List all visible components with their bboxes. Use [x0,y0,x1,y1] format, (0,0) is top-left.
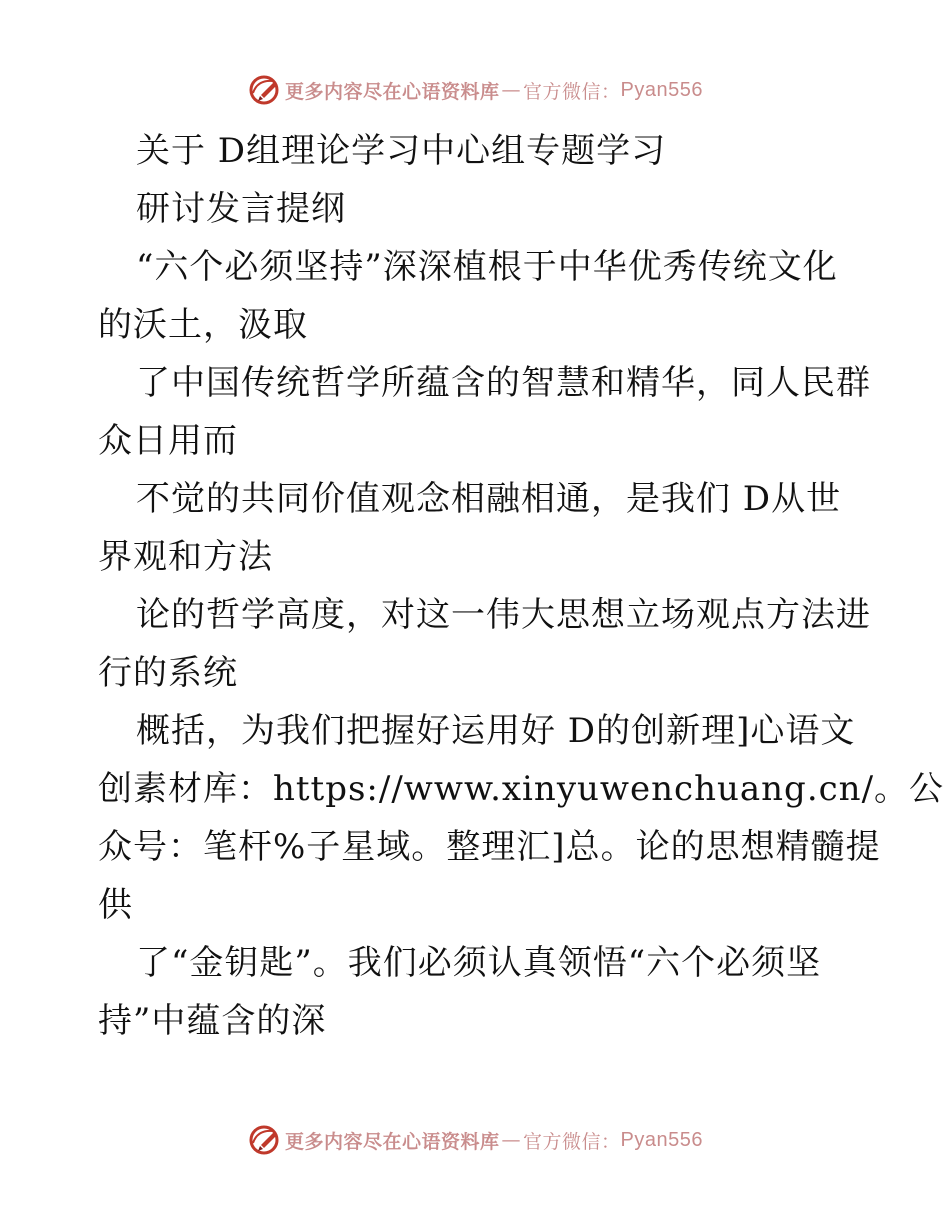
paragraph-line: 持”中蕴含的深 [98,1001,327,1041]
footer-banner-wechat-label: 官方微信： [523,1130,621,1153]
paragraph-line: 界观和方法 [98,537,273,577]
footer-banner-main: 更多内容尽在心语资料库 [285,1130,500,1153]
paragraph-line: 众日用而 [98,421,238,461]
paragraph-line: 供 [98,885,133,925]
header-banner-text [285,77,703,104]
paragraph-line: 不觉的共同价值观念相融相通，是我们 D从世 [136,479,842,519]
document-title-line-2: 研讨发言提纲 [136,189,346,229]
header-banner [0,70,950,110]
header-banner-dash: — [501,79,522,101]
pen-circle-logo-icon [247,73,281,107]
paragraph-line: 创素材库：https://www.xinyuwenchuang.cn/。公 [98,769,945,809]
paragraph-line: 行的系统 [98,653,238,693]
footer-banner [0,1120,950,1160]
paragraph-line: 论的哲学高度，对这一伟大思想立场观点方法进 [136,595,871,635]
paragraph-line: 了“金钥匙”。我们必须认真领悟“六个必须坚 [136,943,822,983]
paragraph-line: “六个必须坚持”深深植根于中华优秀传统文化 [136,247,838,287]
paragraph-line: 了中国传统哲学所蕴含的智慧和精华，同人民群 [136,363,871,403]
header-banner-wechat-id: Pyan556 [620,78,703,101]
paragraph-line: 众号：笔杆%子星域。整理汇]总。论的思想精髓提 [98,827,881,867]
document-title-line-1: 关于 D组理论学习中心组专题学习 [136,131,667,171]
paragraph-line: 概括，为我们把握好运用好 D的创新理]心语文 [136,711,856,751]
footer-banner-wechat-id: Pyan556 [620,1128,703,1151]
header-banner-main: 更多内容尽在心语资料库 [285,80,500,103]
document-body [98,122,945,1050]
paragraph-line: 的沃土，汲取 [98,305,308,345]
footer-banner-text [285,1127,703,1154]
pen-circle-logo-icon [247,1123,281,1157]
header-banner-wechat-label: 官方微信： [523,80,621,103]
footer-banner-dash: — [501,1129,522,1151]
